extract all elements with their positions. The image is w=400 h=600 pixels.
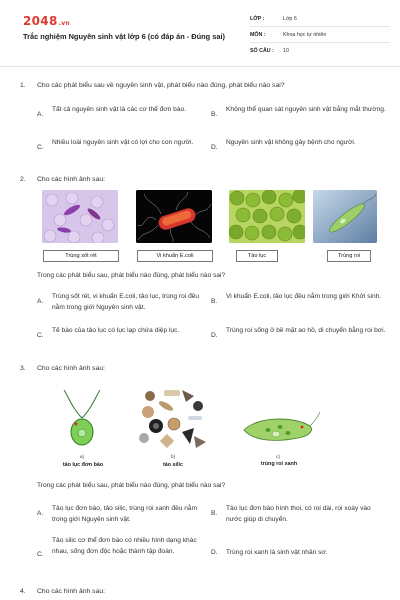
green-algae-illustration bbox=[229, 190, 305, 243]
meta-value: Khoa học tự nhiên bbox=[283, 31, 327, 38]
meta-label: LỚP : bbox=[250, 15, 265, 22]
image-ecoli bbox=[136, 190, 212, 243]
meta-row-class bbox=[250, 11, 390, 27]
figure-letter-a: a) bbox=[79, 455, 85, 460]
option-letter: D. bbox=[211, 549, 218, 556]
figure-caption-c: trùng roi xanh bbox=[260, 461, 298, 467]
document-header bbox=[0, 0, 400, 67]
option-letter: D. bbox=[211, 332, 218, 339]
option-text: Tảo lục đơn bào hình thoi, có roi dài, roi xoáy vào nước giúp di chuyển. bbox=[226, 505, 371, 523]
figure-caption-a: tảo lục đơn bào bbox=[62, 462, 104, 468]
figure-letter-b: b) bbox=[170, 455, 176, 460]
option-text: Tảo silic cơ thể đơn bào có nhiều hình dạng khác nhau, sống đơn độc hoặc thành tập đoàn. bbox=[52, 537, 197, 555]
option-letter: B. bbox=[211, 298, 218, 305]
option-letter: C. bbox=[37, 332, 44, 339]
option-text: Vi khuẩn E.coli, tảo lục đều nằm trong giới Khởi sinh. bbox=[226, 293, 382, 300]
figure-letter-c: c) bbox=[276, 455, 280, 460]
image-green-algae bbox=[229, 190, 305, 243]
question-stem: Cho các hình ảnh sau: bbox=[37, 588, 106, 595]
caption-green-algae: Tảo lục bbox=[236, 250, 278, 262]
image-malaria-parasite bbox=[42, 190, 118, 243]
figure-unicellular-green-alga bbox=[60, 388, 104, 454]
option-letter: A. bbox=[37, 111, 44, 118]
question-stem: Cho các phát biểu sau về nguyên sinh vật, phát biểu nào đúng, phát biểu nào sai? bbox=[37, 82, 285, 89]
option-text: Nguyên sinh vật không gây bệnh cho người. bbox=[226, 139, 356, 146]
option-text: Không thể quan sát nguyên sinh vật bằng mắt thường. bbox=[226, 106, 386, 113]
meta-value: Lớp 6 bbox=[283, 15, 297, 22]
question-stem: Cho các hình ảnh sau: bbox=[37, 176, 106, 183]
euglena-illustration bbox=[313, 190, 377, 243]
figure-euglena bbox=[238, 412, 320, 448]
caption-malaria: Trùng sốt rét bbox=[43, 250, 119, 262]
meta-row-subject bbox=[250, 27, 390, 43]
question-2-subtext: Trong các phát biểu sau, phát biểu nào đúng, phát biểu nào sai? bbox=[37, 272, 226, 279]
figure-diatoms bbox=[136, 386, 210, 452]
question-number: 4. bbox=[20, 588, 26, 595]
meta-value: 10 bbox=[283, 47, 289, 54]
option-text: Nhiều loài nguyên sinh vật có lợi cho con người. bbox=[52, 139, 194, 146]
ecoli-illustration bbox=[136, 190, 212, 243]
question-number: 2. bbox=[20, 176, 26, 183]
option-letter: B. bbox=[211, 111, 218, 118]
question-number: 3. bbox=[20, 365, 26, 372]
option-text: Tất cả nguyên sinh vật là các cơ thể đơn bào. bbox=[52, 106, 187, 113]
meta-label: SỐ CÂU : bbox=[250, 47, 274, 54]
question-3-subtext: Trong các phát biểu sau, phát biểu nào đúng, phát biểu nào sai? bbox=[37, 482, 226, 489]
caption-euglena: Trùng roi bbox=[327, 250, 371, 262]
option-text: Trùng roi sống ở bề mặt ao hồ, di chuyển bằng roi bơi. bbox=[226, 327, 386, 334]
malaria-illustration bbox=[42, 190, 118, 243]
option-letter: A. bbox=[37, 510, 44, 517]
document-title: Trắc nghiệm Nguyên sinh vật lớp 6 (có đáp án - Đúng sai) bbox=[23, 32, 225, 41]
option-letter: C. bbox=[37, 144, 44, 151]
option-text: Trùng sốt rét, vi khuẩn E.coli, tảo lục, trùng roi đều nằm trong giới Nguyên sinh vật. bbox=[52, 293, 200, 311]
question-stem: Cho các hình ảnh sau: bbox=[37, 365, 106, 372]
meta-label: MÔN : bbox=[250, 31, 266, 38]
meta-row-count bbox=[250, 43, 390, 58]
option-letter: D. bbox=[211, 144, 218, 151]
caption-ecoli: Vi khuẩn E.coli bbox=[137, 250, 213, 262]
option-letter: A. bbox=[37, 298, 44, 305]
option-text: Tế bào của tảo lục có lục lạp chứa diệp lục. bbox=[52, 327, 180, 334]
meta-table bbox=[250, 11, 390, 58]
option-letter: C. bbox=[37, 551, 44, 558]
figure-caption-b: tảo silic bbox=[162, 462, 184, 468]
option-text: Tảo lục đơn bào, tảo silic, trùng roi xanh đều nằm trong giới Nguyên sinh vật. bbox=[52, 505, 198, 523]
site-logo[interactable]: 2048.vn bbox=[23, 14, 70, 28]
option-letter: B. bbox=[211, 510, 218, 517]
image-euglena bbox=[313, 190, 377, 243]
question-number: 1. bbox=[20, 82, 26, 89]
option-text: Trùng roi xanh là sinh vật nhân sơ. bbox=[226, 549, 328, 556]
